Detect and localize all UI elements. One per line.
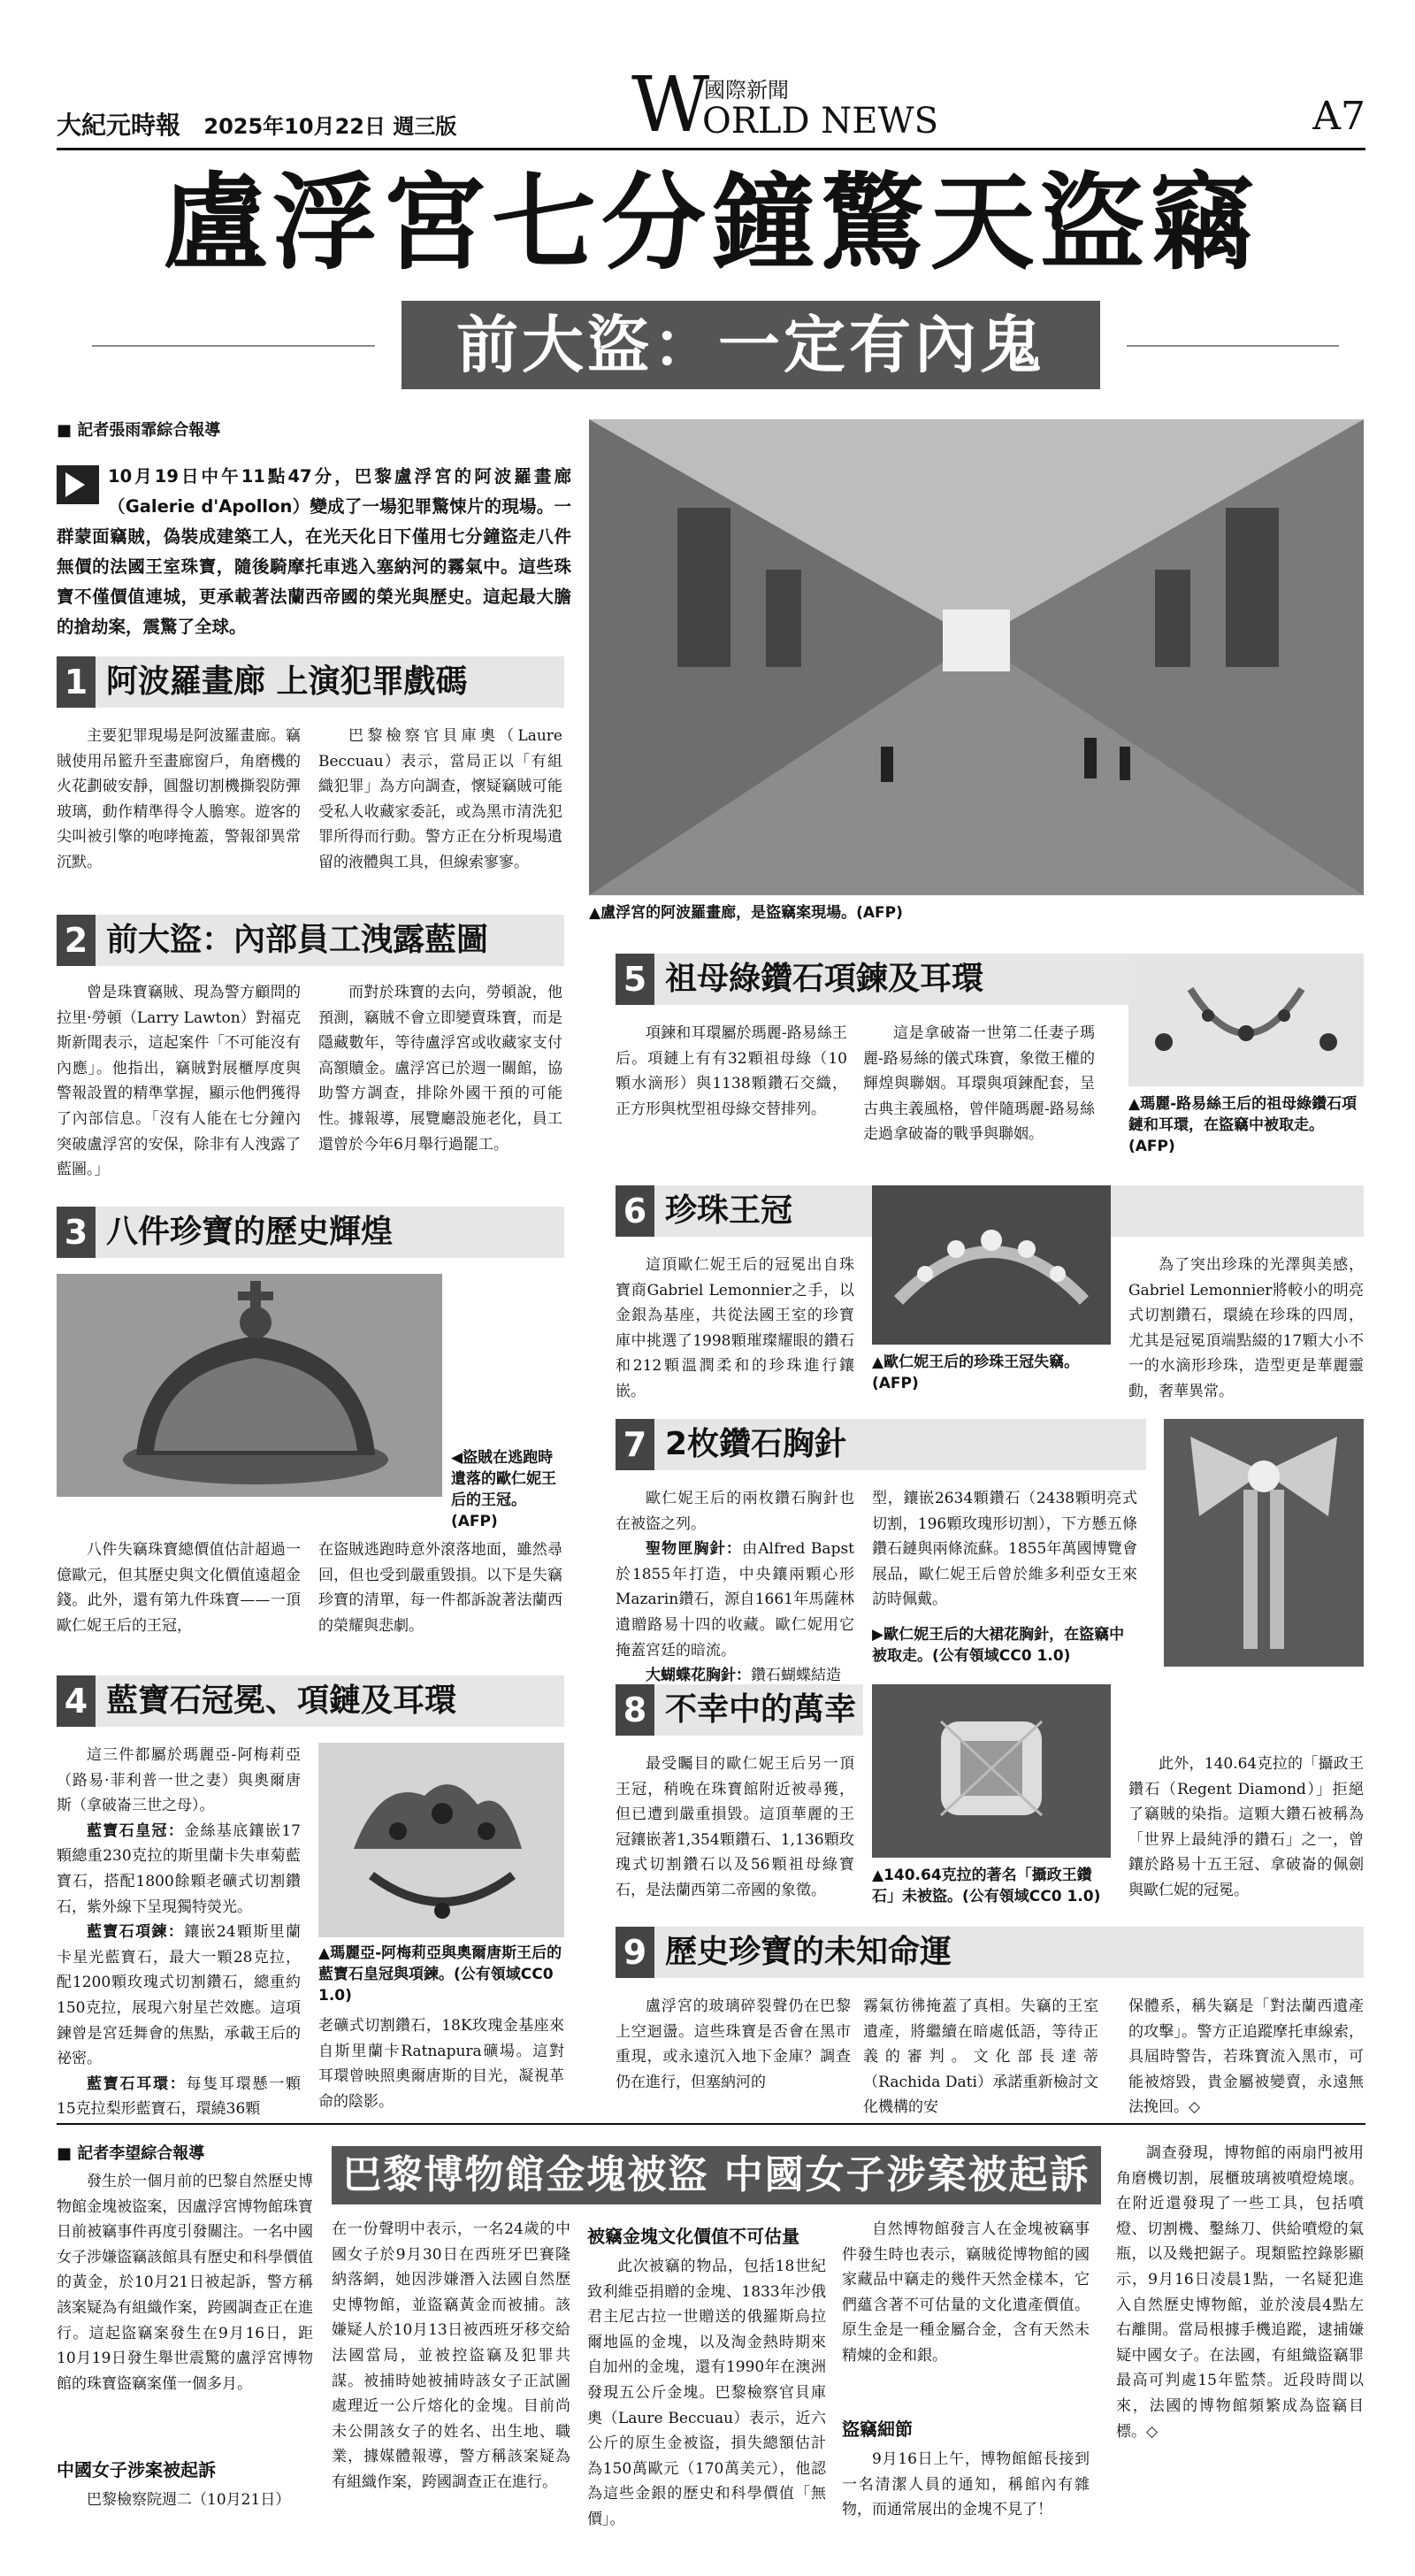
- sapphire-image: [318, 1743, 564, 1937]
- section-7-header: [616, 1419, 1146, 1470]
- story-divider: [57, 2123, 1365, 2125]
- section-8-header: [616, 1684, 863, 1736]
- emerald-photo-caption: ▲瑪麗-路易絲王后的祖母綠鑽石項鏈和耳環，在盜竊中被取走。(AFP): [1128, 1095, 1358, 1155]
- section-number: 9: [616, 1927, 654, 1978]
- section-4-item-1: [57, 1819, 301, 1920]
- bottom-byline: ■ 記者李望綜合報導: [57, 2141, 204, 2164]
- emerald-image: [1128, 954, 1364, 1086]
- bow-brooch-photo: [1164, 1419, 1364, 1667]
- section-7-col-2: 型，鑲嵌2634顆鑽石（2438顆明亮式切割，196顆玫瑰形切割），下方懸五條鑽石鏈與兩條流蘇。1855年萬國博覽會展品，歐仁妮王后曾於維多利亞女王來訪時佩戴。: [872, 1490, 1137, 1609]
- masthead-left: [57, 106, 456, 142]
- section-title: 祖母綠鑽石項鍊及耳環: [665, 961, 984, 997]
- sapphire-photo: [318, 1743, 564, 1937]
- section-9-col-2: 霧氣彷彿掩蓋了真相。失竊的王室遺產，將繼續在暗處低語，等待正義的審判。文化部長達蒂（Rachida Dati）承諾重新檢討文化機構的安: [863, 1997, 1098, 2117]
- bottom-subhead-1: 中國女子涉案被起訴: [57, 2459, 216, 2480]
- section-name-en: ORLD NEWS: [702, 101, 938, 142]
- lead-text: 10月19日中午11點47分，巴黎盧浮宮的阿波羅畫廊（Galerie d'Apollon）變成了一場犯罪驚悚片的現場。一群蒙面竊賊，偽裝成建築工人，在光天化日下僅用七分鐘盜走八件無價的法國王室珠寶，隨後騎摩托車逃入塞納河的霧氣中。這些珠寶不僅價值連城，更承載著法蘭西帝國的榮光與歷史。這起最大膽的搶劫案，震驚了全球。: [57, 466, 571, 637]
- section-title: 歷史珍寶的未知命運: [665, 1934, 952, 1970]
- subhead-rule-left: [92, 345, 375, 347]
- section-4-header: [57, 1675, 564, 1727]
- section-6-col-2: 為了突出珍珠的光澤與美感，Gabriel Lemonnier將較小的明亮式切割鑽石，環繞在珍珠的四周，尤其是冠冕頂端點綴的17顆大小不一的水滴形珍珠，造型更是華麗靈動，奢華異常。: [1128, 1256, 1364, 1400]
- regent-diamond-caption: ▲140.64克拉的著名「攝政王鑽石」未被盜。(公有領域CC0 1.0): [872, 1867, 1101, 1905]
- bottom-subhead-3: 盜竊細節: [842, 2419, 913, 2440]
- section-4-intro: 這三件都屬於瑪麗亞-阿梅莉亞（路易·菲利普一世之妻）與奧爾唐斯（拿破崙三世之母）。: [57, 1746, 301, 1815]
- regent-diamond-photo: [872, 1684, 1111, 1858]
- section-title: 藍寶石冠冕、項鏈及耳環: [106, 1683, 457, 1719]
- subhead: 前大盜：一定有內鬼: [402, 301, 1100, 389]
- section-number: 7: [616, 1419, 654, 1470]
- bottom-col-1-end: 巴黎檢察院週二（10月21日）: [87, 2491, 291, 2509]
- section-1-col-2: 巴黎檢察官貝庫奧（Laure Beccuau）表示，當局正以「有組織犯罪」為方向調查，懷疑竊賊可能受私人收藏家委託，或為黑市清洗犯罪所得而行動。警方正在分析現場遺留的液體與工具，但線索寥寥。: [318, 727, 562, 871]
- item-text: 鑲嵌24顆斯里蘭卡星光藍寶石，最大一顆28克拉，配1200顆玫瑰式切割鑽石，總重約150克拉，展現六射星芒效應。這項鍊曾是宮廷舞會的焦點，承載王后的祕密。: [57, 1923, 301, 2068]
- section-1-col-1: 主要犯罪現場是阿波羅畫廊。竊賊使用吊籃升至畫廊窗戶，角磨機的火花劃破安靜，圓盤切割機撕裂防彈玻璃，動作精準得令人膽寒。遊客的尖叫被引擎的咆哮掩蓋，警報卻異常沉默。: [57, 727, 301, 871]
- section-4-item-3: [57, 2072, 301, 2122]
- section-8-col-2: 此外，140.64克拉的「攝政王鑽石（Regent Diamond）」拒絕了竊賊的染指。這顆大鑽石被稱為「世界上最純淨的鑽石」之一，曾鑲於路易十五王冠、拿破崙的佩劍與歐仁妮的冠冕。: [1128, 1755, 1364, 1899]
- item-text: 由Alfred Bapst於1855年打造，中央鑲兩顆心形Mazarin鑽石，源自1661年馬薩林遺贈路易十四的收藏。歐仁妮用它掩蓋宮廷的暗流。: [616, 1540, 855, 1660]
- bottom-col-1: 發生於一個月前的巴黎自然歷史博物館金塊被盜案，因盧浮宮博物館珠寶日前被竊事件再度引發關注。一名中國女子涉嫌盜竊該館具有歷史和科學價值的黃金，於10月21日被起訴，警方稱該案疑為有組織作案，跨國調查正在進行。這起盜竊案發生在9月16日，距10月19日發生舉世震驚的盧浮宮博物館的珠寶盜竊案僅一個多月。: [57, 2173, 313, 2393]
- issue-date: 2025年10月22日 週三版: [203, 114, 457, 139]
- pearl-tiara-caption: ▲歐仁妮王后的珍珠王冠失竊。(AFP): [872, 1353, 1080, 1392]
- section-number: 3: [57, 1207, 96, 1258]
- item-label: 藍寶石耳環：: [87, 2074, 187, 2093]
- regent-diamond-image: [872, 1684, 1111, 1858]
- section-title: 珍珠王冠: [665, 1192, 793, 1229]
- section-name-cn: 國際新聞: [704, 78, 789, 103]
- bow-brooch-caption: ▶歐仁妮王后的大裙花胸針，在盜竊中被取走。(公有領域CC0 1.0): [872, 1626, 1125, 1665]
- item-label: 藍寶石皇冠：: [87, 1821, 185, 1840]
- section-logo-w: W: [631, 61, 710, 150]
- section-title: 不幸中的萬幸: [665, 1691, 857, 1728]
- gallery-image: [589, 419, 1364, 895]
- sapphire-photo-caption: ▲瑪麗亞-阿梅莉亞與奧爾唐斯王后的藍寶石皇冠與項鍊。(公有領域CC0 1.0): [318, 1944, 562, 2005]
- section-number: 2: [57, 915, 96, 966]
- bottom-col-4: 自然博物館發言人在金塊被竊事件發生時也表示，竊賊從博物館的國家藏品中竊走的幾件天然金樣本，它們蘊含著不可估量的文化遺產價值。原生金是一種金屬合金，含有天然未精煉的金和銀。: [842, 2220, 1090, 2365]
- section-9-col-1: 盧浮宮的玻璃碎裂聲仍在巴黎上空迴盪。這些珠寶是否會在黑市重現，或永遠沉入地下金庫？調查仍在進行，但塞納河的: [616, 1997, 851, 2091]
- item-label: 大蝴蝶花胸針：: [646, 1667, 751, 1685]
- section-2-col-2: 而對於珠寶的去向，勞頓說，他預測，竊賊不會立即變賣珠寶，而是隱藏數年，等待盧浮宮或收藏家支付高額贖金。盧浮宮已於週一關館，協助警方調查，排除外國干預的可能性。據報導，展覽廳設施老化，員工還曾於今年6月舉行過罷工。: [318, 984, 562, 1154]
- item-text: 鑽石蝴蝶結造: [751, 1667, 841, 1685]
- page-number: A7: [1312, 94, 1365, 139]
- byline: ■ 記者張雨霏綜合報導: [57, 418, 220, 441]
- section-7-intro: 歐仁妮王后的兩枚鑽石胸針也在被盜之列。: [616, 1490, 854, 1533]
- section-number: 4: [57, 1675, 96, 1727]
- item-label: 藍寶石項鍊：: [87, 1923, 185, 1942]
- bottom-col-5: 調查發現，博物館的兩扇門被用角磨機切割，展櫃玻璃被噴燈燒壞。在附近還發現了一些工具，包括噴燈、切割機、鑿絲刀、供給噴燈的氣瓶，以及幾把鋸子。現類監控錄影顯示，9月16日凌晨1點，一名疑犯進入自然歷史博物館，並於淩晨4點左右離開。當局根據手機追蹤，逮捕嫌疑中國女子。在法國，有組織盜竊罪最高可判處15年監禁。近段時間以來，法國的博物館頻繁成為盜竊目標。◇: [1116, 2144, 1364, 2441]
- section-9-header: [616, 1927, 1364, 1978]
- headline: 盧浮宮七分鐘驚天盜竊: [162, 161, 1259, 284]
- section-4-col-1: [57, 1743, 301, 2122]
- section-1-header: [57, 656, 564, 708]
- subhead-block: [57, 301, 1365, 389]
- section-title: 前大盜：內部員工洩露藍圖: [106, 922, 489, 958]
- section-5-col-1: 項鍊和耳環屬於瑪麗-路易絲王后。項鏈上有有32顆祖母綠（10顆水滴形）與1138顆鑽石交織，正方形與枕型祖母綠交替排列。: [616, 1024, 847, 1118]
- item-text: 金絲基底鑲嵌17顆總重230克拉的斯里蘭卡失車菊藍寶石，搭配1800餘顆老礦式切割鑽石，紫外線下呈現獨特熒光。: [57, 1821, 301, 1916]
- section-3-header: [57, 1207, 564, 1258]
- section-8-col-1: 最受矚目的歐仁妮王后另一頂王冠，稍晚在珠寶館附近被尋獲，但已遭到嚴重損毀。這頂華麗的王冠鑲嵌著1,354顆鑽石、1,136顆玫瑰式切割鑽石以及56顆祖母綠寶石，是法蘭西第二帝國的象徵。: [616, 1755, 854, 1899]
- section-2-col-1: 曾是珠寶竊賊、現為警方顧問的拉里·勞頓（Larry Lawton）對福克斯新聞表示，這起案件「不可能沒有內應」。他指出，竊賊對展櫃厚度與警報設置的精準掌握，顯示他們獲得了內部信息。「沒有人能在七分鐘內突破盧浮宮的安保，除非有人洩露了藍圖。」: [57, 984, 301, 1179]
- crown-photo-caption: ◀盜賊在逃跑時遺落的歐仁妮王后的王冠。(AFP): [451, 1449, 556, 1530]
- section-7-col-1: [616, 1486, 854, 1689]
- crown-photo: [57, 1274, 442, 1497]
- section-9-col-3: 保體系，稱失竊是「對法蘭西遺產的攻擊」。警方正追蹤摩托車線索，具屆時警告，若珠寶流入黑市，可能被熔毀，貴金屬被變賣，永遠無法挽回。◇: [1128, 1997, 1364, 2117]
- pearl-tiara-image: [872, 1185, 1111, 1345]
- item-label: 聖物匣胸針：: [646, 1540, 743, 1559]
- paper-name: 大紀元時報: [57, 111, 181, 140]
- section-6-col-1: 這頂歐仁妮王后的冠冕出自珠寶商Gabriel Lemonnier之手，以金銀為基座，共從法國王室的珍寶庫中挑選了1998顆璀璨耀眼的鑽石和212顆溫潤柔和的珍珠進行鑲嵌。: [616, 1256, 854, 1400]
- lead-paragraph: [57, 462, 571, 642]
- section-title: 2枚鑽石胸針: [665, 1426, 847, 1462]
- bottom-col-3: 此次被竊的物品，包括18世紀致利維亞捐贈的金塊、1833年沙俄君主尼古拉一世贈送的俄羅斯烏拉爾地區的金塊，以及淘金熱時期來自加州的金塊，還有1990年在澳洲發現五公斤金塊。巴黎檢察官貝庫奧（Laure Beccuau）表示，近六公斤的原生金被盜，損失總額估計為150萬歐元（170萬美元），他認為這些金銀的歷史和科學價值「無價」。: [587, 2258, 826, 2528]
- section-number: 1: [57, 656, 96, 708]
- section-title: 阿波羅畫廊 上演犯罪戲碼: [106, 663, 468, 700]
- section-number: 5: [616, 954, 654, 1005]
- crown-image: [57, 1274, 442, 1497]
- subhead-rule-right: [1127, 345, 1339, 347]
- section-logo: [570, 61, 941, 150]
- item-text: 每隻耳環懸一顆15克拉梨形藍寶石，環繞36顆: [57, 2074, 301, 2119]
- section-title: 八件珍寶的歷史輝煌: [106, 1214, 394, 1250]
- section-5-col-2: 這是拿破崙一世第二任妻子瑪麗-路易絲的儀式珠寶，象徵王權的輝煌與聯姻。耳環與項鍊配套，呈古典主義風格，曾伴隨瑪麗-路易絲走過拿破崙的戰爭與聯姻。: [863, 1024, 1095, 1144]
- bottom-headline: 巴黎博物館金塊被盜 中國女子涉案被起訴: [332, 2146, 1101, 2204]
- pearl-tiara-photo: [872, 1185, 1111, 1345]
- bottom-subhead-2: 被竊金塊文化價值不可估量: [587, 2226, 799, 2247]
- section-4-col-2: 老礦式切割鑽石，18K玫瑰金基座來自斯里蘭卡Ratnapura礦場。這對耳環曾映照奧爾唐斯的目光，凝視革命的陰影。: [318, 2017, 564, 2111]
- bow-brooch-image: [1164, 1419, 1364, 1667]
- section-3-col-2: 在盜賊逃跑時意外滾落地面，雖然尋回，但也受到嚴重毀損。以下是失竊珍寶的清單，每一件都訴說著法蘭西的榮耀與悲劇。: [318, 1541, 562, 1635]
- section-7-item-1: [616, 1537, 854, 1663]
- emerald-photo: [1128, 954, 1364, 1086]
- gallery-photo-caption: ▲盧浮宮的阿波羅畫廊，是盜竊案現場。(AFP): [589, 904, 903, 922]
- bottom-col-4-end: 9月16日上午，博物館館長接到一名清潔人員的通知，稱館內有雜物，而通常展出的金塊不見了！: [842, 2450, 1090, 2519]
- section-number: 8: [616, 1684, 654, 1736]
- section-number: 6: [616, 1185, 654, 1237]
- bottom-col-2: 在一份聲明中表示，一名24歲的中國女子於9月30日在西班牙巴賽隆納落網，她因涉嫌潛入法國自然歷史博物館，並盜竊黃金而被捕。該嫌疑人於10月13日被西班牙移交給法國當局，並被控盜竊及犯罪共謀。被捕時她被捕時該女子正試圖處理近一公斤熔化的金塊。目前尚未公開該女子的姓名、出生地、職業，據媒體報導，警方稱該案疑為有組織作案，跨國調查正在進行。: [332, 2220, 570, 2491]
- lead-arrow-icon: [57, 465, 99, 504]
- section-3-col-1: 八件失竊珠寶總價值估計超過一億歐元，但其歷史與文化價值遠超金錢。此外，還有第九件珠寶——一頂歐仁妮王后的王冠，: [57, 1541, 301, 1635]
- section-2-header: [57, 915, 564, 966]
- gallery-photo: [589, 419, 1364, 895]
- section-4-item-2: [57, 1920, 301, 2072]
- masthead: [57, 53, 1365, 150]
